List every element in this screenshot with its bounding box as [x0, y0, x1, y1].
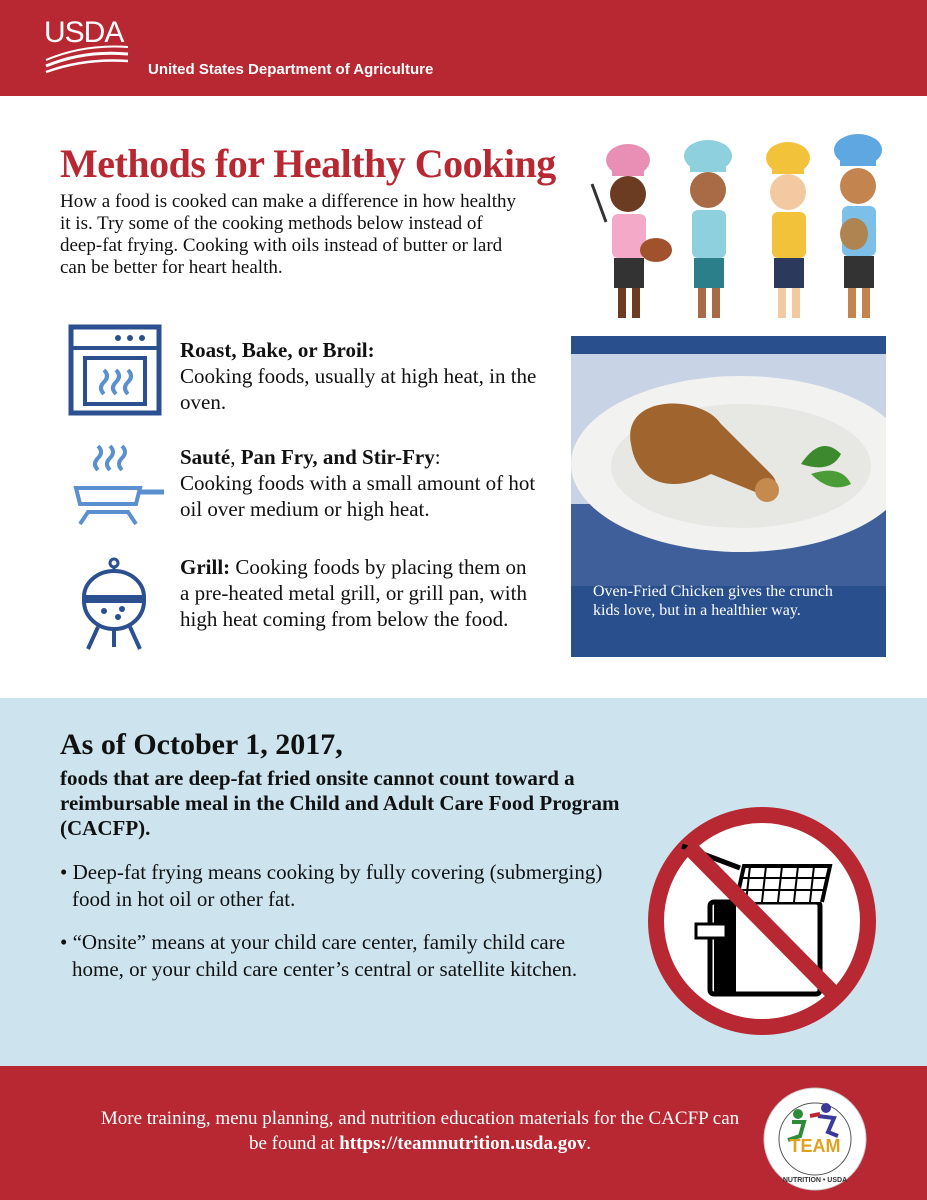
method-roast-label: Roast, Bake, or Broil: [180, 338, 375, 362]
regulation-subheading: foods that are deep-fat fried onsite cannot count toward a reimbursable meal in the Child and Adult Care Food Program (CACFP). [60, 766, 620, 840]
footer-banner [0, 1066, 927, 1200]
regulation-heading: As of October 1, 2017, [60, 728, 343, 761]
footer-text-before: More training, menu planning, and nutrition education materials for the CACFP can be found at [100, 1108, 740, 1154]
page-title: Methods for Healthy Cooking [60, 141, 556, 186]
method-saute-label-part2: Pan Fry, and Stir-Fry [240, 445, 435, 469]
grill-icon [78, 555, 150, 651]
method-grill-text: Cooking foods by placing them on a pre-heated metal grill, or grill pan, with high heat coming from below the food. [180, 555, 527, 631]
footer-text [100, 1106, 740, 1156]
method-roast-text: Cooking foods, usually at high heat, in the oven. [180, 364, 537, 414]
team-nutrition-logo [762, 1086, 868, 1192]
method-saute-label-sep: , [230, 445, 241, 469]
chicken-photo-card [571, 336, 886, 657]
usda-logo [44, 16, 130, 76]
frying-pan-icon [70, 444, 166, 530]
team-logo-ring-text: NUTRITION • USDA [782, 1177, 848, 1184]
intro-paragraph: How a food is cooked can make a difference in how healthy it is. Try some of the cooking methods below instead of deep-fat frying. Cooking with oils instead of butter or lard can be better for heart health. [60, 191, 517, 278]
header-banner [0, 0, 927, 96]
bullet-onsite-definition: • “Onsite” means at your child care center, family child care home, or your child care center’s central or satellite kitchen. [60, 930, 578, 981]
method-roast [180, 337, 540, 415]
oven-icon [68, 324, 162, 416]
method-saute-label-part1: Sauté [180, 445, 231, 469]
kid-chefs-illustration [586, 132, 892, 332]
usda-logo-swoosh [44, 16, 130, 76]
oven-fried-chicken-photo [571, 354, 886, 586]
footer-text-after: . [586, 1133, 591, 1154]
footer-url-link[interactable]: https://teamnutrition.usda.gov [339, 1133, 587, 1154]
team-logo-word: TEAM [789, 1136, 841, 1156]
usda-logo-text: USDA [44, 16, 124, 49]
method-saute [180, 444, 540, 522]
photo-caption: Oven-Fried Chicken gives the crunch kids love, but in a healthier way. [593, 583, 833, 619]
method-saute-label-end: : [434, 445, 441, 469]
agency-name: United States Department of Agriculture [148, 61, 434, 78]
bullet-text: “Onsite” means at your child care center, family child care home, or your child care center’s central or satellite kitchen. [72, 930, 578, 981]
method-grill-label: Grill: [180, 555, 231, 579]
bullet-text: Deep-fat frying means cooking by fully covering (submerging) food in hot oil or other fat. [72, 860, 603, 911]
method-grill [180, 554, 540, 632]
method-saute-text: Cooking foods with a small amount of hot oil over medium or high heat. [180, 471, 536, 521]
bullet-deep-fat-definition: • Deep-fat frying means cooking by fully covering (submerging) food in hot oil or other fat. [60, 860, 603, 911]
no-deep-fryer-icon [640, 806, 885, 1036]
